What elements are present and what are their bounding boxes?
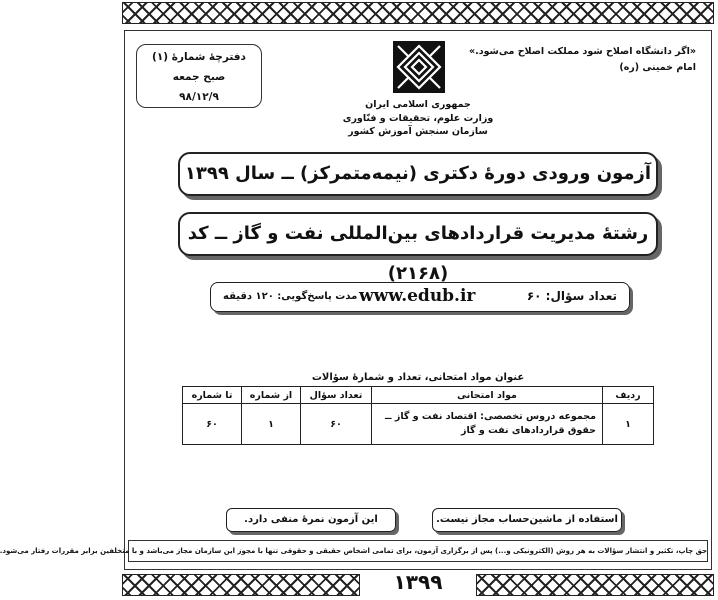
booklet-number: دفترچهٔ شمارهٔ (۱) (152, 51, 246, 63)
booklet-info-box (136, 44, 262, 108)
footer-year: ۱۳۹۹ (393, 570, 443, 594)
calculator-note-text: استفاده از ماشین‌حساب مجاز نیست. (436, 514, 618, 525)
top-decorative-border (122, 2, 714, 24)
table-title: عنوان مواد امتحانی، تعداد و شمارهٔ سؤالات (311, 372, 525, 383)
cell-row-number: ۱ (603, 404, 654, 445)
org-ministry: وزارت علوم، تحقیقات و فنّاوری (342, 112, 494, 124)
field-title: رشتهٔ مدیریت قراردادهای بین‌المللی نفت و گاز ــ کد (۲۱۶۸) (187, 223, 649, 284)
exam-session: صبح جمعه (172, 71, 226, 83)
cell-subject: مجموعه دروس تخصصی: اقتصاد نفت و گاز ــ حقوق قراردادهای نفت و گاز (372, 404, 603, 445)
field-title-banner (178, 212, 658, 284)
header-row-number: ردیف (603, 387, 654, 404)
subjects-table (182, 386, 654, 445)
organization-block (338, 98, 498, 139)
cell-from-number: ۱ (242, 404, 301, 445)
org-country: جمهوری اسلامی ایران (365, 99, 471, 110)
exam-info-box (210, 282, 630, 312)
quote-author: امام خمینی (ره) (619, 62, 696, 73)
website-watermark: www.edub.ir (359, 286, 476, 306)
quote-text: «اگر دانشگاه اصلاح شود مملکت اصلاح می‌شود.» (468, 46, 696, 57)
cell-to-number: ۶۰ (183, 404, 242, 445)
bottom-right-decorative-border (476, 574, 714, 596)
question-count: تعداد سؤال: ۶۰ (526, 289, 617, 303)
negative-score-note (226, 508, 396, 532)
exam-title: آزمون ورودی دورهٔ دکتری (نیمه‌متمرکز) ــ سال ۱۳۹۹ (184, 163, 652, 184)
bottom-left-decorative-border (122, 574, 360, 596)
table-row (183, 404, 654, 445)
header-question-count: تعداد سؤال (301, 387, 372, 404)
negative-score-note-text: این آزمون نمرهٔ منفی دارد. (244, 514, 378, 525)
answer-time: مدت پاسخ‌گویی: ۱۲۰ دقیقه (223, 291, 358, 302)
exam-title-banner (178, 152, 658, 196)
copyright-notice (0, 540, 708, 562)
quote-block (456, 44, 696, 76)
cell-question-count: ۶۰ (301, 404, 372, 445)
exam-date: ۹۸/۱۲/۹ (179, 91, 219, 103)
table-header-row (183, 387, 654, 404)
header-from-number: از شماره (242, 387, 301, 404)
calculator-note (432, 508, 622, 532)
header-to-number: تا شماره (183, 387, 242, 404)
header-subject: مواد امتحانی (372, 387, 603, 404)
sanjesh-maze-logo-icon (392, 40, 446, 94)
org-name: سازمان سنجش آموزش کشور (348, 126, 488, 137)
copyright-text: حق چاپ، تکثیر و انتشار سؤالات به هر روش (الکترونیکی و...) پس از برگزاری آزمون، برای تمامی اشخاص حقیقی و حقوقی تنها با مجوز این سازمان مجاز می‌باشد و با متخلفین برابر مقررات رفتار می‌شود. (0, 547, 707, 555)
